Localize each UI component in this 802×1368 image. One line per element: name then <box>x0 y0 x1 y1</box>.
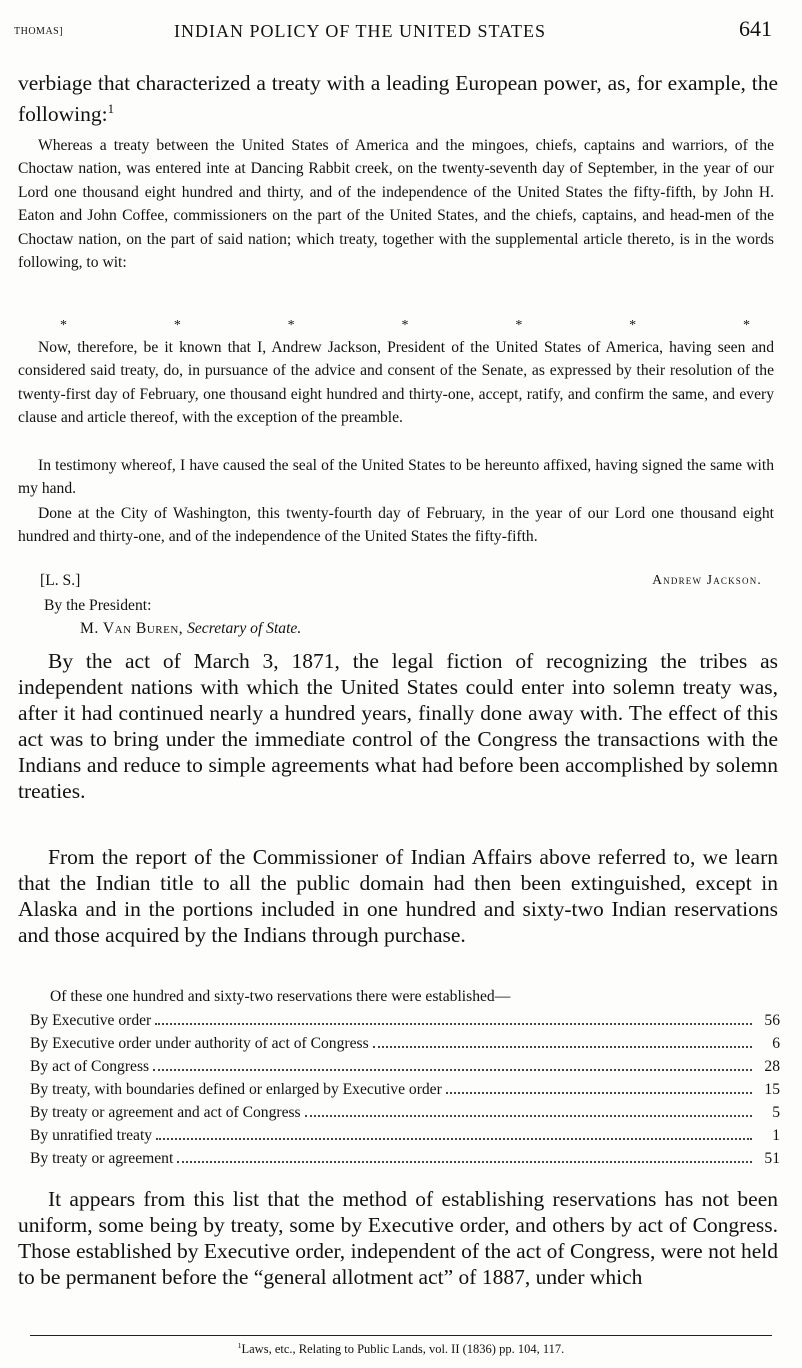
list-item-value: 56 <box>764 1012 780 1029</box>
paragraph-act-of-1871: By the act of March 3, 1871, the legal fiction of recognizing the tribes as independent nations with which the United States could enter into solemn treaty was, after it had continued nearly a hundred years, finally done away with. The effect of this act was to bring under the immediate control of the Congress the transactions with the Indians and reduce to simple agreements what had before been accomplished by solemn treaties. <box>18 649 778 803</box>
star: * <box>173 318 181 333</box>
list-item-label: By treaty or agreement <box>30 1150 174 1167</box>
star: * <box>60 318 67 333</box>
dot-leader <box>155 1023 752 1025</box>
list-item-value: 5 <box>772 1104 780 1121</box>
star: * <box>629 318 637 333</box>
dot-leader <box>305 1115 752 1117</box>
intro-text: verbiage that characterized a treaty with a leading European power, as, for example, the following: <box>18 71 778 127</box>
secretary-name: M. Van Buren, <box>80 620 184 637</box>
seal-mark: [L. S.] <box>40 572 81 589</box>
quote-paragraph-4: Done at the City of Washington, this twenty-fourth day of February, in the year of our Lord one thousand eight hundred and thirty-one, and of the independence of the United States the fifty-fifth. <box>18 505 774 546</box>
list-item-value: 51 <box>764 1150 780 1167</box>
running-head <box>14 18 772 48</box>
list-item-label: By Executive order <box>30 1012 152 1029</box>
secretary-role: Secretary of State. <box>187 620 302 637</box>
by-the-president: By the President: <box>44 597 152 614</box>
list-item <box>30 1081 780 1104</box>
dot-leader <box>177 1161 752 1163</box>
running-head-title: INDIAN POLICY OF THE UNITED STATES <box>174 21 547 41</box>
footnote-text: Laws, etc., Relating to Public Lands, vol. II (1836) pp. 104, 117. <box>241 1342 565 1357</box>
dot-leader <box>153 1069 752 1071</box>
paragraph-commissioner-report: From the report of the Commissioner of Indian Affairs above referred to, we learn that the Indian title to all the public domain had then been extinguished, except in Alaska and in the portions included in one hundred and sixty-two Indian reservations and those acquired by the Indians through purchase. <box>18 845 778 947</box>
ellipsis-stars <box>60 318 750 334</box>
dot-leader <box>156 1138 752 1140</box>
list-item-value: 28 <box>764 1058 780 1075</box>
footnote <box>0 1341 802 1357</box>
list-item-value: 1 <box>772 1127 780 1144</box>
list-item <box>30 1012 780 1035</box>
footnote-rule <box>30 1335 772 1336</box>
intro-paragraph <box>18 70 778 127</box>
list-item-label: By act of Congress <box>30 1058 150 1075</box>
list-item-label: By treaty or agreement and act of Congress <box>30 1104 301 1121</box>
star: * <box>742 318 750 333</box>
page-number: 641 <box>739 16 772 41</box>
list-item-value: 6 <box>772 1035 780 1052</box>
list-item <box>30 1104 780 1127</box>
footnote-number: 1 <box>237 1341 242 1350</box>
running-head-author: THOMAS] <box>14 26 64 37</box>
list-item <box>30 1058 780 1081</box>
star: * <box>401 318 409 333</box>
quote-paragraph-1: Whereas a treaty between the United States of America and the mingoes, chiefs, captains and warriors, of the Choctaw nation, was entered inte at Dancing Rabbit creek, on the twenty-seventh day of September, in the year of our Lord one thousand eight hundred and thirty, and of the independence of the United States the fifty-fifth, by John H. Eaton and John Coffee, commissioners on the part of the United States, and the chiefs, captains, and head-men of the Choctaw nation, on the part of said nation; which treaty, together with the supplemental article thereto, is in the words following, to wit: <box>18 137 774 272</box>
star: * <box>287 318 295 333</box>
list-item <box>30 1150 780 1173</box>
dot-leader <box>373 1046 752 1048</box>
list-item-value: 15 <box>764 1081 780 1098</box>
dot-leader <box>446 1092 752 1094</box>
quote-paragraph-3: In testimony whereof, I have caused the seal of the United States to be hereunto affixed, having signed the same with my hand. <box>18 457 774 498</box>
list-item <box>30 1035 780 1058</box>
list-item-label: By unratified treaty <box>30 1127 153 1144</box>
reservation-list <box>30 1012 780 1173</box>
footnote-marker: 1 <box>107 102 115 116</box>
list-intro: Of these one hundred and sixty-two reservations there were established— <box>50 988 511 1005</box>
quote-paragraph-2: Now, therefore, be it known that I, Andrew Jackson, President of the United States of America, having seen and considered said treaty, do, in pursuance of the advice and consent of the Senate, as expressed by their resolution of the twenty-first day of February, one thousand eight hundred and thirty-one, accept, ratify, and confirm the same, and every clause and article thereof, with the exception of the preamble. <box>18 339 774 427</box>
list-item-label: By treaty, with boundaries defined or enlarged by Executive order <box>30 1081 442 1098</box>
secretary-signature <box>80 620 301 638</box>
signer-name: Andrew Jackson. <box>652 572 762 587</box>
paragraph-method-of-establishing: It appears from this list that the method of establishing reservations has not been uniform, some being by treaty, some by Executive order, and others by act of Congress. Those established by Executive order, independent of the act of Congress, were not held to be permanent before the “general allotment act” of 1887, under which <box>18 1187 778 1289</box>
star: * <box>515 318 523 333</box>
list-item <box>30 1127 780 1150</box>
list-item-label: By Executive order under authority of act of Congress <box>30 1035 369 1052</box>
